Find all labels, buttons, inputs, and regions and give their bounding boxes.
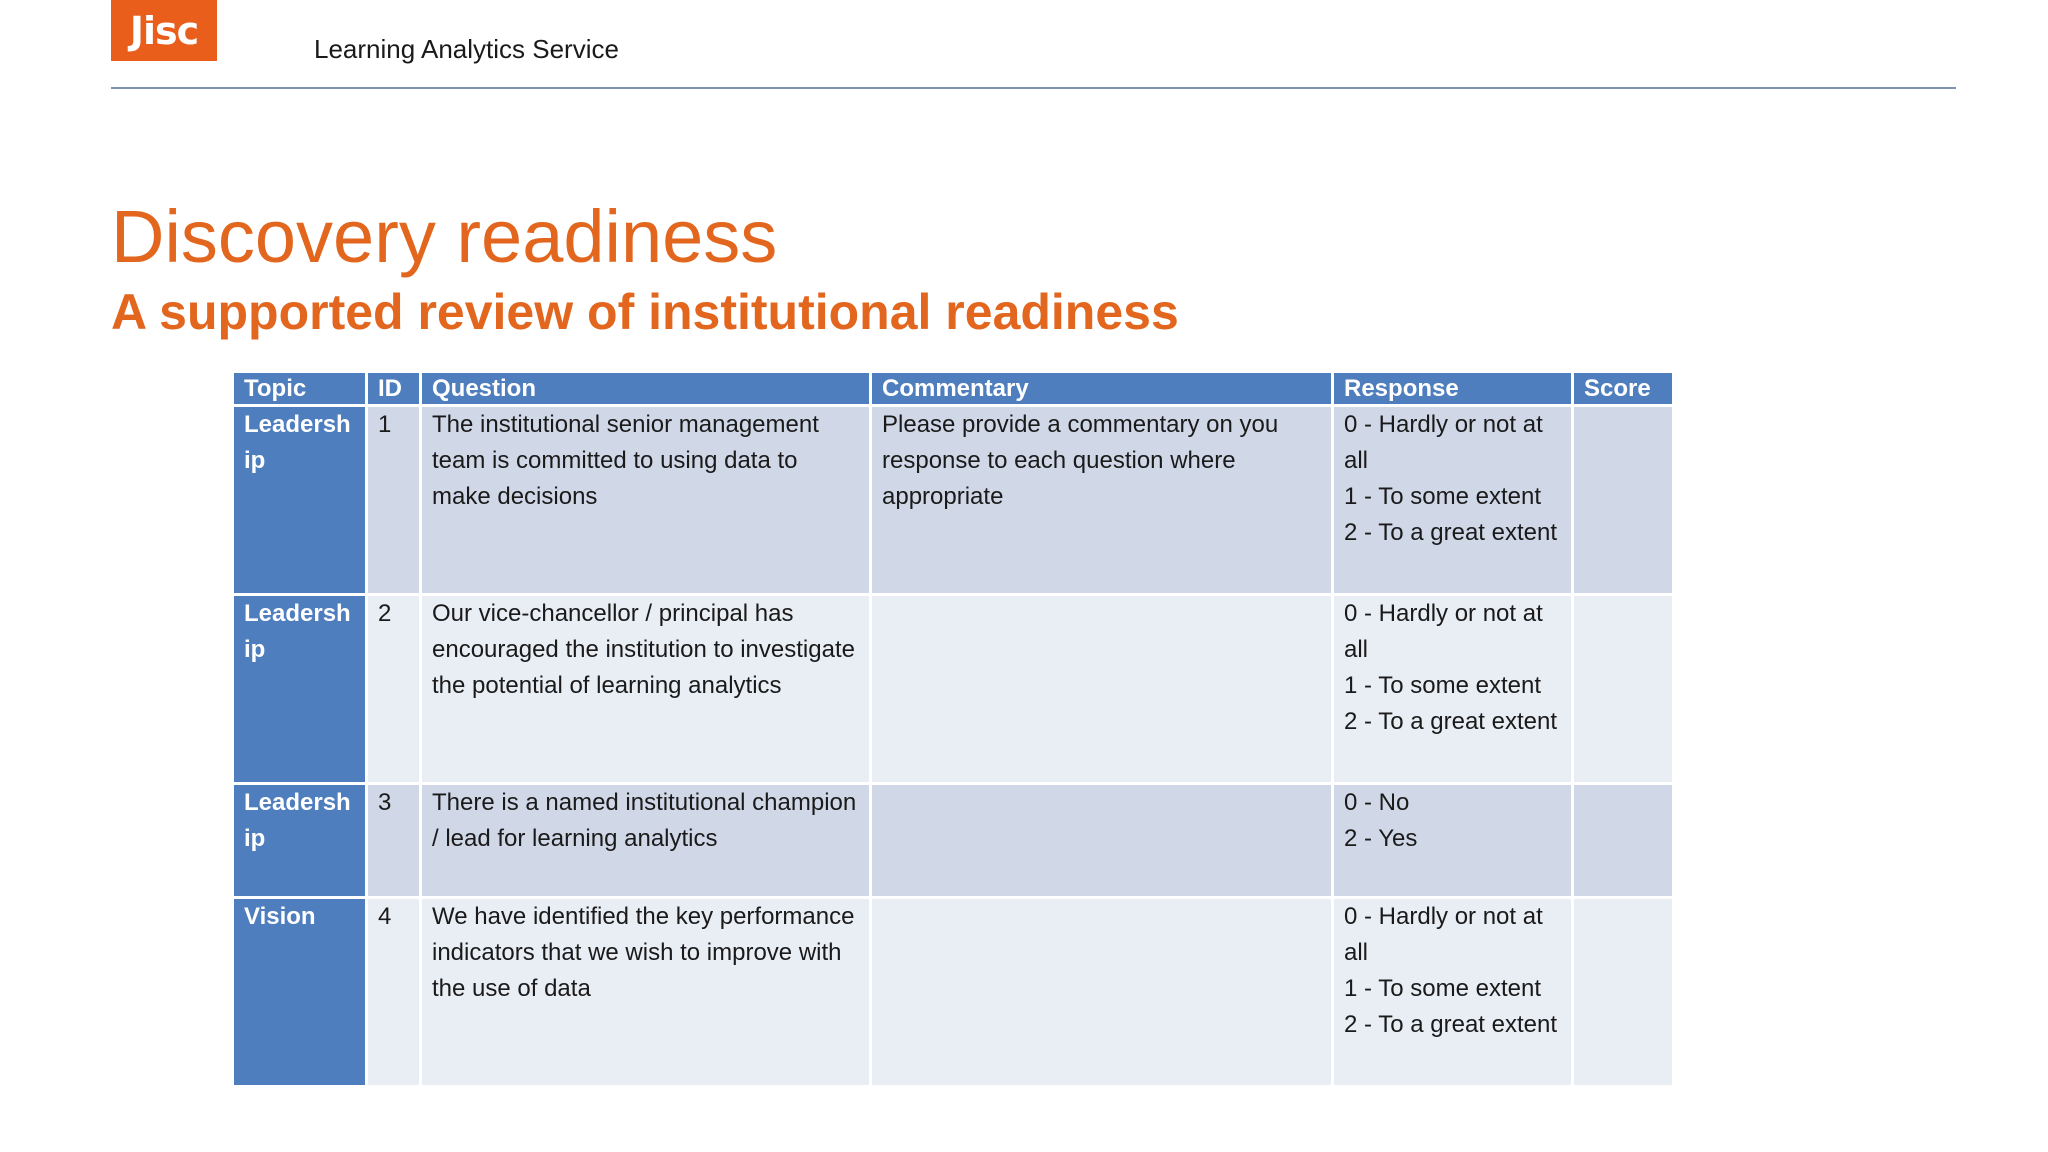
response-cell [1334,899,1571,1085]
response-option: 2 - To a great extent [1344,1011,1558,1038]
score-cell[interactable] [1574,899,1672,1085]
response-option: 2 - To a great extent [1344,708,1558,735]
response-option: 1 - To some extent [1344,672,1541,699]
page-title: Discovery readiness [111,195,778,278]
jisc-logo [111,0,217,61]
response-option: 1 - To some extent [1344,483,1541,510]
column-header-question: Question [422,373,869,404]
response-cell [1334,407,1571,593]
service-name: Learning Analytics Service [314,34,619,64]
commentary-cell[interactable]: Please provide a commentary on you response to each question where appropriate [872,407,1331,593]
id-cell: 2 [368,596,419,782]
response-option: 2 - Yes [1344,825,1418,852]
id-cell: 3 [368,785,419,896]
topic-cell: Leadersh ip [234,785,365,896]
score-cell[interactable] [1574,785,1672,896]
response-option: 0 - Hardly or not at all [1344,411,1543,474]
topic-cell: Leadersh ip [234,407,365,593]
column-header-topic: Topic [234,373,365,404]
response-option: 0 - Hardly or not at all [1344,903,1543,966]
id-cell: 4 [368,899,419,1085]
table-row [234,596,1672,782]
column-header-response: Response [1334,373,1571,404]
question-cell: Our vice-chancellor / principal has encouraged the institution to investigate the potential of learning analytics [422,596,869,782]
score-cell[interactable] [1574,596,1672,782]
commentary-cell[interactable] [872,899,1331,1085]
header-divider [111,87,1956,89]
response-cell [1334,596,1571,782]
question-cell: We have identified the key performance indicators that we wish to improve with the use of data [422,899,869,1085]
column-header-commentary: Commentary [872,373,1331,404]
response-option: 0 - Hardly or not at all [1344,600,1543,663]
logo-text: Jisc [129,8,199,53]
topic-cell: Vision [234,899,365,1085]
id-cell: 1 [368,407,419,593]
page-subtitle: A supported review of institutional readiness [111,284,1179,340]
readiness-table [231,370,1675,1088]
commentary-cell[interactable] [872,596,1331,782]
topic-cell: Leadersh ip [234,596,365,782]
table-row [234,899,1672,1085]
question-cell: There is a named institutional champion / lead for learning analytics [422,785,869,896]
response-option: 0 - No [1344,789,1410,816]
column-header-score: Score [1574,373,1672,404]
response-option: 1 - To some extent [1344,975,1541,1002]
table-header-row [234,373,1672,404]
response-cell [1334,785,1571,896]
question-cell: The institutional senior management team is committed to using data to make decisions [422,407,869,593]
commentary-cell[interactable] [872,785,1331,896]
table-row [234,407,1672,593]
table-row [234,785,1672,896]
column-header-id: ID [368,373,419,404]
score-cell[interactable] [1574,407,1672,593]
response-option: 2 - To a great extent [1344,519,1558,546]
